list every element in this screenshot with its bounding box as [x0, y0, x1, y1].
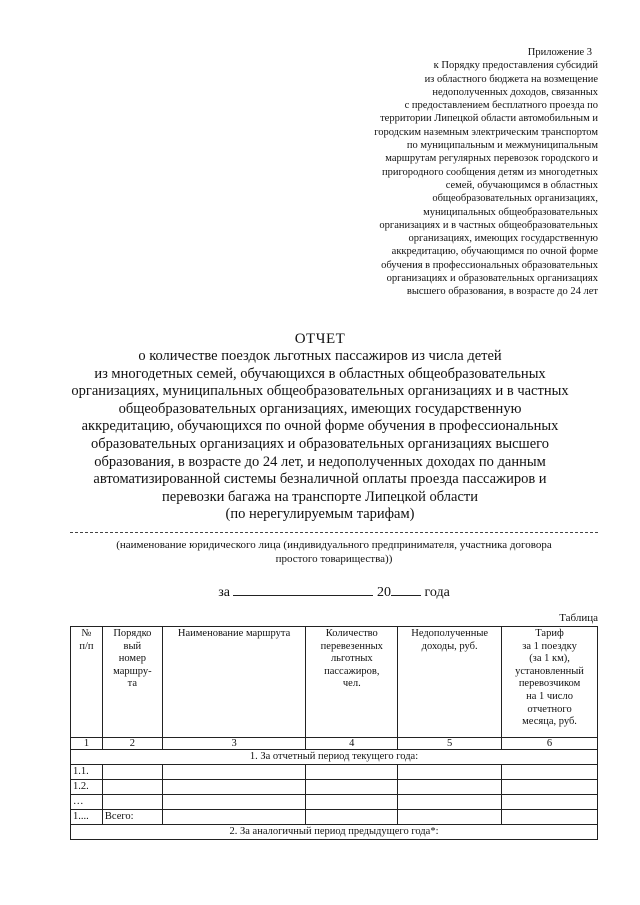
section1-title: 1. За отчетный период текущего года: [71, 750, 598, 765]
subtitle-line: (по нерегулируемым тарифам) [225, 506, 415, 523]
appendix-line: высшего образования, в возрасте до 24 лет [406, 286, 598, 298]
subtitle-line: автоматизированной системы безналичной оплаты проезда пассажиров и [93, 471, 547, 488]
appendix-line: организациях, имеющих государственную [408, 233, 598, 245]
header-tariff: Тариф за 1 поездку (за 1 км), установленный перевозчиком на 1 число отчетного месяца, руб. [515, 628, 584, 728]
document-subtitle [60, 348, 580, 524]
section-row [71, 825, 598, 840]
report-period [70, 583, 598, 601]
subtitle-line: общеобразовательных организациях, имеющих государственную [118, 400, 522, 417]
column-number-row [71, 738, 598, 750]
section2-title: 2. За аналогичный период предыдущего года*: [71, 825, 598, 840]
header-no: № п/п [79, 628, 94, 652]
appendix-line: к Порядку предоставления субсидий [433, 60, 598, 72]
row-number: … [71, 795, 103, 810]
appendix-line: Приложение 3 [527, 47, 592, 58]
appendix-line: организациях и образовательных организациях [386, 273, 598, 285]
appendix-line: пригородного сообщения детям из многодетных [381, 166, 598, 178]
subtitle-line: аккредитацию, обучающихся по очной форме обучения в профессиональных [81, 418, 559, 435]
period-year-prefix: 20 [376, 585, 391, 600]
column-number: 6 [502, 738, 598, 750]
column-number: 2 [102, 738, 162, 750]
period-prefix: за [218, 585, 230, 600]
column-number: 5 [398, 738, 502, 750]
period-month-blank [233, 583, 373, 596]
header-cell [162, 627, 306, 738]
table-row [71, 780, 598, 795]
appendix-line: недополученных доходов, связанных [432, 86, 598, 98]
subtitle-line: образовательных организациях и образовательных организациях высшего [91, 435, 549, 452]
header-cell [306, 627, 398, 738]
appendix-line: с предоставлением бесплатного проезда по [404, 100, 598, 112]
caption-line: простого товарищества)) [275, 553, 393, 565]
appendix-line: семей, обучающимся в областных [445, 179, 598, 191]
report-title-block [60, 330, 580, 524]
appendix-line: организациях и в частных общеобразовательных [379, 219, 598, 231]
total-row-number: 1.... [71, 810, 103, 825]
table-row [71, 795, 598, 810]
row-number: 1.1. [71, 765, 103, 780]
appendix-line: маршрутам регулярных перевозок городского и [385, 153, 598, 165]
header-route-name: Наименование маршрута [177, 628, 291, 639]
header-route-number: Порядко вый номер маршру- та [113, 628, 152, 690]
caption-line: (наименование юридического лица (индивидуального предпринимателя, участника договора [116, 539, 552, 551]
subtitle-line: перевозки багажа на транспорте Липецкой области [162, 488, 478, 505]
appendix-line: общеобразовательных организациях, [432, 193, 598, 205]
table-label: Таблица [559, 612, 598, 624]
appendix-line: аккредитацию, обучающимся по очной форме [391, 246, 598, 258]
appendix-line: обучения в профессиональных образовательных [381, 259, 598, 271]
document-title: ОТЧЕТ [294, 331, 346, 347]
period-year-blank [391, 583, 421, 596]
entity-name-caption [70, 538, 598, 566]
subtitle-line: о количестве поездок льготных пассажиров из числа детей [138, 348, 502, 364]
table-header-row [71, 627, 598, 738]
total-row [71, 810, 598, 825]
appendix-line: по муниципальным и межмуниципальным [406, 140, 598, 152]
report-table [70, 626, 598, 840]
subtitle-line: организациях, муниципальных общеобразовательных организациях и в частных [71, 383, 569, 400]
appendix-line: из областного бюджета на возмещение [424, 73, 598, 85]
appendix-line: территории Липецкой области автомобильным и [380, 113, 598, 125]
header-cell [398, 627, 502, 738]
header-cell [102, 627, 162, 738]
header-cell [71, 627, 103, 738]
appendix-line: муниципальных общеобразовательных [423, 206, 598, 218]
column-number: 4 [306, 738, 398, 750]
subtitle-line: из многодетных семей, обучающихся в областных общеобразовательных [94, 365, 546, 382]
column-number: 1 [71, 738, 103, 750]
section-row [71, 750, 598, 765]
appendix-reference [330, 46, 598, 299]
header-passenger-count: Количество перевезенных льготных пассажиров, чел. [320, 628, 383, 690]
table-row [71, 765, 598, 780]
subtitle-line: образования, в возрасте до 24 лет, и недополученных доходах по данным [94, 453, 546, 470]
column-number: 3 [162, 738, 306, 750]
header-cell [502, 627, 598, 738]
period-suffix: года [424, 585, 450, 600]
entity-name-line [70, 532, 598, 533]
appendix-line: городским наземным электрическим транспортом [374, 126, 598, 138]
header-lost-income: Недополученные доходы, руб. [411, 628, 489, 652]
row-number: 1.2. [71, 780, 103, 795]
total-label: Всего: [102, 810, 162, 825]
